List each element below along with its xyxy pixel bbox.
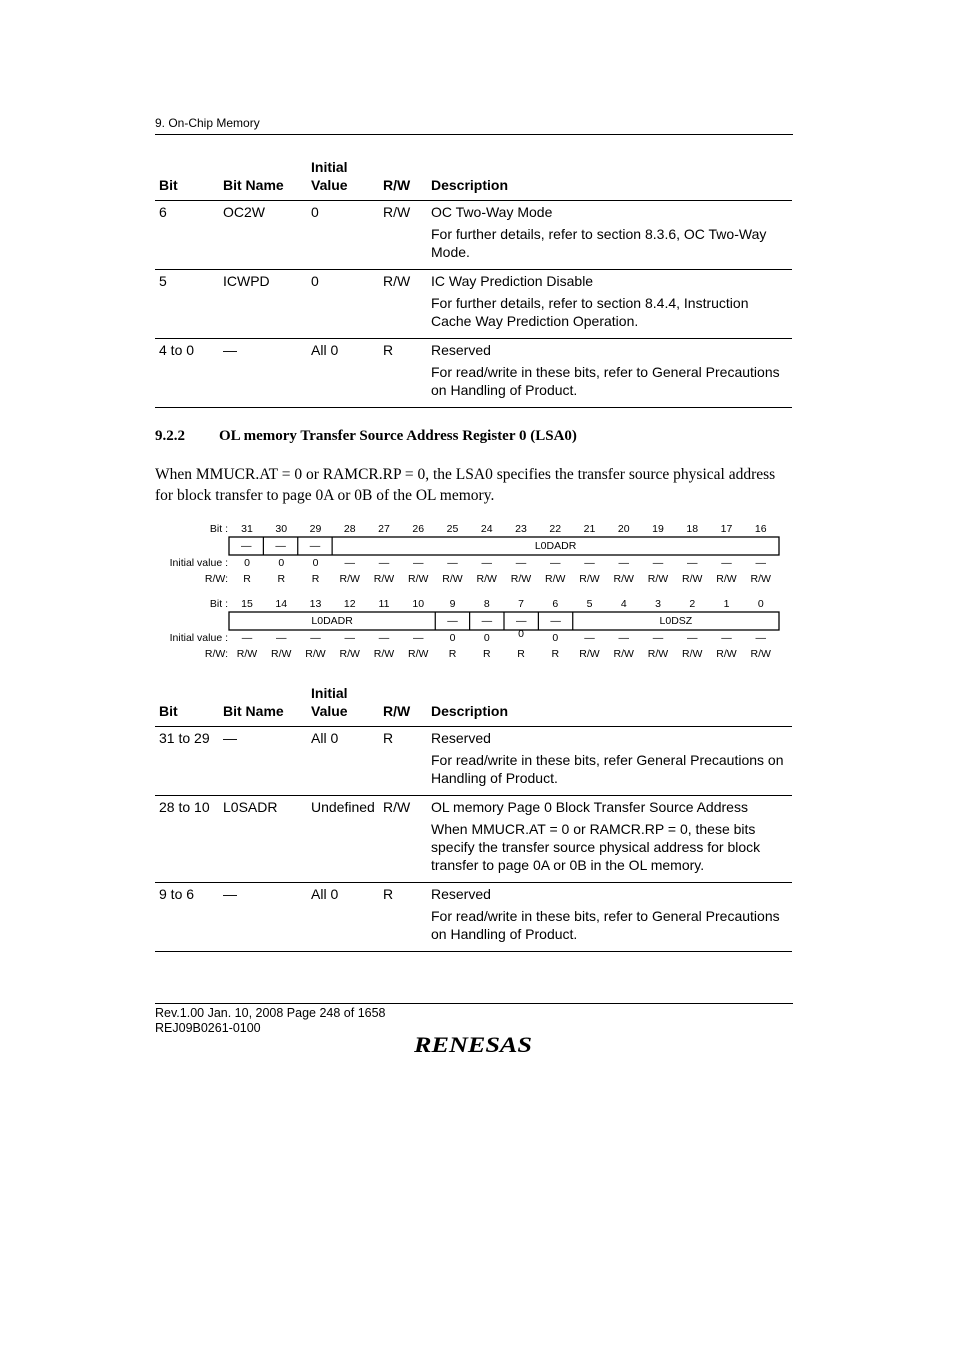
footer-rule <box>155 1003 793 1004</box>
rw-label: R/W: <box>204 573 228 585</box>
bit-label: Bit : <box>209 523 228 535</box>
table-row <box>155 339 792 408</box>
rw-label: R/W: <box>204 648 228 660</box>
bit-number: 14 <box>275 598 288 610</box>
rw-value: R <box>243 573 251 585</box>
rw-value: R/W <box>510 573 532 585</box>
section-heading <box>155 428 577 445</box>
bit-number: 30 <box>275 523 288 535</box>
rw-value: R/W <box>613 648 634 660</box>
register-field-name: — <box>550 615 561 627</box>
cell-bit: 31 to 29 <box>159 730 210 746</box>
initial-value: — <box>344 632 355 644</box>
bit-number: 25 <box>446 523 459 535</box>
bit-number: 0 <box>757 598 764 610</box>
register-field-name: L0DADR <box>311 615 353 627</box>
rw-value: R/W <box>442 573 463 585</box>
bit-number: 26 <box>412 523 425 535</box>
rw-value: R/W <box>647 573 669 585</box>
bit-number: 4 <box>620 598 627 610</box>
renesas-logo <box>414 1032 534 1063</box>
initial-value: — <box>618 632 629 644</box>
cell-name: L0SADR <box>223 799 278 815</box>
col-bit: Bit <box>159 177 178 193</box>
rw-value: R/W <box>716 573 737 585</box>
initial-value: — <box>687 557 698 569</box>
bit-number: 22 <box>549 523 562 535</box>
table-row <box>155 201 792 270</box>
rw-value: R/W <box>579 573 600 585</box>
section-title: OL memory Transfer Source Address Register 0 (LSA0) <box>219 428 577 444</box>
initial-value: — <box>310 632 321 644</box>
bit-table-2 <box>155 684 792 952</box>
bit-number: 13 <box>309 598 322 610</box>
table-row <box>155 796 792 883</box>
initial-value: — <box>721 632 732 644</box>
cell-description: OC Two-Way Mode For further details, refer to section 8.3.6, OC Two-Way Mode. <box>431 204 767 260</box>
rw-value: R/W <box>339 648 360 660</box>
bit-number: 29 <box>309 523 322 535</box>
bit-number: 17 <box>720 523 733 535</box>
register-field-name: — <box>240 540 252 552</box>
footer <box>155 1006 386 1036</box>
initial-value: — <box>378 557 390 569</box>
rw-value: R/W <box>305 648 326 660</box>
rw-value: R/W <box>271 648 292 660</box>
rw-value: R/W <box>613 573 634 585</box>
cell-initial: 0 <box>311 204 319 220</box>
rw-value: R/W <box>682 573 703 585</box>
footer-revision: Rev.1.00 Jan. 10, 2008 Page 248 of 1658 <box>155 1006 386 1020</box>
bit-number: 10 <box>412 598 425 610</box>
col-bit-name: Bit Name <box>223 177 284 193</box>
rw-value: R/W <box>373 648 395 660</box>
initial-value-label: Initial value : <box>169 632 228 644</box>
initial-value: — <box>755 557 766 569</box>
bit-number: 27 <box>378 523 390 535</box>
col-description: Description <box>431 703 509 719</box>
register-diagram <box>150 518 790 668</box>
col-bit-name: Bit Name <box>223 703 284 719</box>
bit-number: 31 <box>241 523 253 535</box>
rw-value: R/W <box>339 573 360 585</box>
bit-label: Bit : <box>209 598 228 610</box>
register-field-name: L0DSZ <box>659 615 693 627</box>
cell-description: Reserved For read/write in these bits, refer to General Precautions on Handling of Product. <box>431 342 780 398</box>
cell-rw: R/W <box>383 273 411 289</box>
register-field-name: — <box>275 540 286 552</box>
bit-number: 16 <box>754 523 767 535</box>
bit-number: 24 <box>480 523 493 535</box>
initial-value: — <box>687 632 698 644</box>
rw-value: R/W <box>545 573 566 585</box>
rw-value: R <box>448 648 457 660</box>
cell-description: Reserved For read/write in these bits, refer General Precautions on Handling of Product. <box>431 730 784 786</box>
col-rw: R/W <box>383 177 411 193</box>
cell-initial: All 0 <box>311 342 339 358</box>
cell-initial: All 0 <box>311 730 339 746</box>
cell-bit: 9 to 6 <box>159 886 195 902</box>
rw-value: R <box>311 573 320 585</box>
rw-value: R/W <box>750 648 771 660</box>
initial-value: — <box>344 557 355 569</box>
bit-number: 12 <box>343 598 356 610</box>
cell-description: IC Way Prediction Disable For further details, refer to section 8.4.4, Instruction Cache Way Prediction Operation. <box>431 273 749 329</box>
cell-rw: R <box>383 342 394 358</box>
initial-value: 0 <box>518 628 524 640</box>
initial-value: 0 <box>449 632 456 644</box>
rw-value: R/W <box>476 573 497 585</box>
table-row <box>155 270 792 339</box>
bit-number: 15 <box>241 598 253 610</box>
cell-name: — <box>223 886 237 902</box>
rw-value: R/W <box>579 648 600 660</box>
bit-number: 19 <box>652 523 664 535</box>
initial-value: — <box>584 632 595 644</box>
bit-number: 20 <box>617 523 630 535</box>
register-field-name: — <box>447 615 458 627</box>
initial-value: — <box>413 557 424 569</box>
cell-bit: 4 to 0 <box>159 342 195 358</box>
bit-number: 6 <box>552 598 559 610</box>
rw-value: R <box>551 648 560 660</box>
body-paragraph: When MMUCR.AT = 0 or RAMCR.RP = 0, the LSA0 specifies the transfer source physical address for block transfer to page 0A or 0B of the OL memory. <box>155 466 776 504</box>
cell-name: — <box>223 342 237 358</box>
header-rule <box>155 134 793 135</box>
initial-value: — <box>618 557 629 569</box>
initial-value-label: Initial value : <box>169 557 228 569</box>
rw-value: R/W <box>647 648 669 660</box>
table-row <box>155 727 792 796</box>
bit-number: 2 <box>689 598 696 610</box>
rw-value: R <box>517 648 525 660</box>
bit-number: 7 <box>518 598 524 610</box>
initial-value: — <box>515 557 527 569</box>
rw-value: R <box>482 648 491 660</box>
bit-number: 21 <box>583 523 596 535</box>
cell-initial: 0 <box>311 273 319 289</box>
col-rw: R/W <box>383 703 411 719</box>
initial-value: — <box>413 632 424 644</box>
initial-value: — <box>481 557 492 569</box>
initial-value: 0 <box>278 557 285 569</box>
rw-value: R/W <box>408 573 429 585</box>
register-diagram-svg <box>150 518 790 663</box>
bit-number: 3 <box>655 598 661 610</box>
initial-value: — <box>652 557 664 569</box>
col-description: Description <box>431 177 509 193</box>
initial-value: 0 <box>552 632 559 644</box>
register-field-name: — <box>309 540 321 552</box>
bit-number: 9 <box>449 598 456 610</box>
register-field-name: L0DADR <box>534 540 577 552</box>
initial-value: — <box>447 557 458 569</box>
cell-bit: 28 to 10 <box>159 799 210 815</box>
initial-value: — <box>241 632 253 644</box>
rw-value: R/W <box>408 648 429 660</box>
col-initial-value: Initial Value <box>311 159 348 193</box>
cell-initial: All 0 <box>311 886 339 902</box>
cell-bit: 6 <box>159 204 167 220</box>
cell-name: OC2W <box>223 204 265 220</box>
initial-value: 0 <box>483 632 490 644</box>
col-initial-value: Initial Value <box>311 685 348 719</box>
cell-description: OL memory Page 0 Block Transfer Source Address When MMUCR.AT = 0 or RAMCR.RP = 0, these bits specify the transfer source physical address for block transfer to page 0A or 0B in the OL memory. <box>431 799 761 873</box>
rw-value: R/W <box>750 573 771 585</box>
bit-number: 5 <box>586 598 593 610</box>
initial-value: — <box>721 557 732 569</box>
register-field-name: — <box>481 615 493 627</box>
bit-number: 11 <box>378 598 390 610</box>
register-field-name: — <box>515 615 527 627</box>
svg-text:RENESAS: RENESAS <box>414 1032 532 1057</box>
initial-value: — <box>652 632 664 644</box>
initial-value: 0 <box>312 557 319 569</box>
initial-value: — <box>584 557 595 569</box>
rw-value: R/W <box>716 648 737 660</box>
rw-value: R/W <box>236 648 258 660</box>
footer-doc-number: REJ09B0261-0100 <box>155 1021 261 1035</box>
rw-value: R/W <box>373 573 395 585</box>
col-bit: Bit <box>159 703 178 719</box>
initial-value: — <box>378 632 390 644</box>
bit-number: 18 <box>686 523 699 535</box>
bit-number: 28 <box>343 523 356 535</box>
cell-description: Reserved For read/write in these bits, refer to General Precautions on Handling of Product. <box>431 886 780 942</box>
rw-value: R <box>277 573 286 585</box>
section-number: 9.2.2 <box>155 428 185 444</box>
rw-value: R/W <box>682 648 703 660</box>
table-row <box>155 883 792 952</box>
initial-value: 0 <box>244 557 250 569</box>
cell-rw: R/W <box>383 799 411 815</box>
initial-value: — <box>755 632 766 644</box>
cell-bit: 5 <box>159 273 167 289</box>
bit-number: 1 <box>723 598 730 610</box>
cell-rw: R <box>383 886 394 902</box>
bit-number: 8 <box>483 598 490 610</box>
initial-value: — <box>550 557 561 569</box>
bit-table-1 <box>155 158 792 408</box>
cell-name: — <box>223 730 237 746</box>
running-header: 9. On-Chip Memory <box>155 116 260 130</box>
cell-rw: R <box>383 730 394 746</box>
initial-value: — <box>276 632 287 644</box>
cell-rw: R/W <box>383 204 411 220</box>
bit-number: 23 <box>515 523 527 535</box>
cell-initial: Undefined <box>311 799 375 815</box>
cell-name: ICWPD <box>223 273 270 289</box>
